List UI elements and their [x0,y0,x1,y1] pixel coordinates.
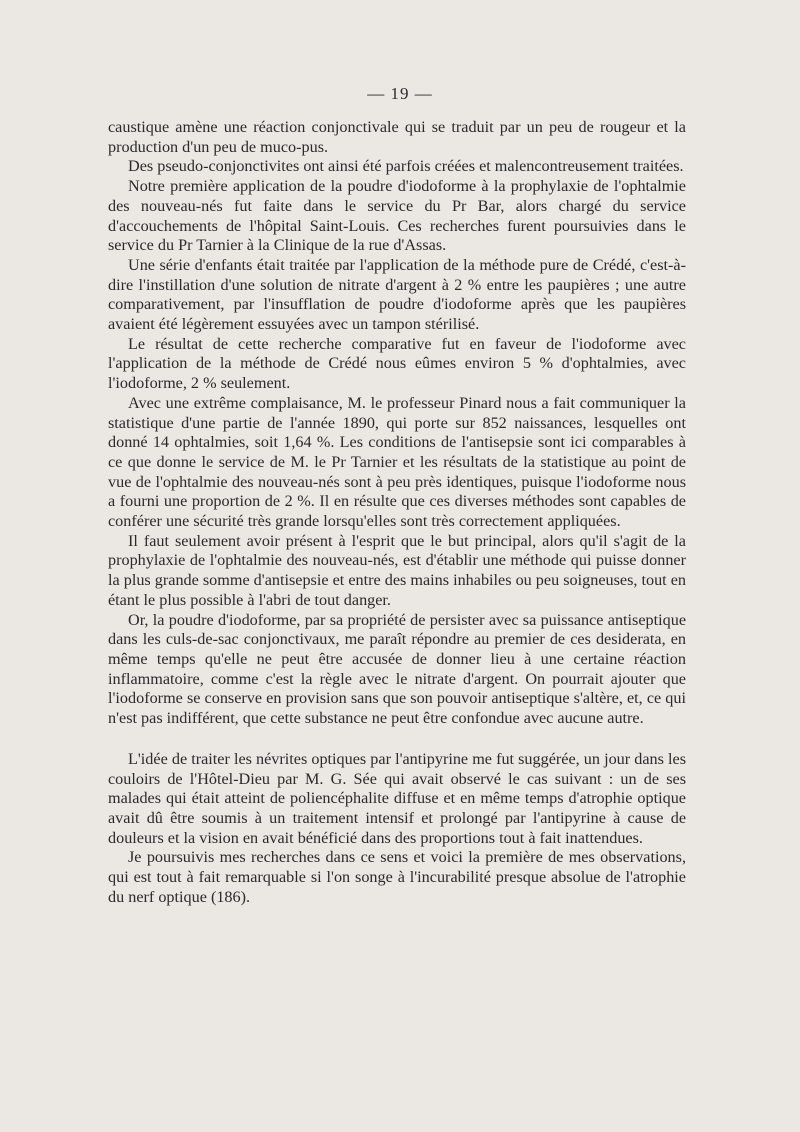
section-break [108,729,686,750]
paragraph: caustique amène une réaction conjonctivale qui se traduit par un peu de rougeur et la production d'un peu de muco-pus. [108,118,686,156]
paragraph: L'idée de traiter les névrites optiques par l'antipyrine me fut suggérée, un jour dans les couloirs de l'Hôtel-Dieu par M. G. Sée qui avait observé le cas suivant : un de ses malades qui était atteint de poliencéphalite diffuse et en même temps d'atrophie optique avait dû être soumis à un traitement intensif et prolongé par l'antipyrine à cause de douleurs et la vision en avait bénéficié dans des proportions tout à fait inattendues. [108,749,686,847]
paragraph: Avec une extrême complaisance, M. le professeur Pinard nous a fait communiquer la statistique d'une partie de l'année 1890, qui porte sur 852 naissances, lesquelles ont donné 14 ophtalmies, soit 1,64 %. Les conditions de l'antisepsie sont ici comparables à ce que donne le service de M. le Pr Tarnier et les résultats de la statistique au point de vue de l'ophtalmie des nouveau-nés sont à peu près identiques, puisque l'iodoforme nous a fourni une proportion de 2 %. Il en résulte que ces diverses méthodes sont capables de conférer une sécurité très grande lorsqu'elles sont très correctement appliquées. [108,393,686,531]
page-number: — 19 — [367,84,433,103]
paragraph: Je poursuivis mes recherches dans ce sens et voici la première de mes observations, qui est tout à fait remarquable si l'on songe à l'incurabilité presque absolue de l'atrophie du nerf optique (186). [108,848,686,906]
body-text [108,118,686,907]
paragraph: Le résultat de cette recherche comparative fut en faveur de l'iodoforme avec l'application de la méthode de Crédé nous eûmes environ 5 % d'ophtalmies, avec l'iodoforme, 2 % seulement. [108,334,686,393]
paragraph: Or, la poudre d'iodoforme, par sa propriété de persister avec sa puissance antiseptique dans les culs-de-sac conjonctivaux, me paraît répondre au premier de ces desiderata, en même temps qu'elle ne peut être accusée de donner lieu à une certaine réaction inflammatoire, comme c'est la règle avec le nitrate d'argent. On pourrait ajouter que l'iodoforme se conserve en provision sans que son pouvoir antiseptique s'altère, et, ce qui n'est pas indifférent, que cette substance ne peut être confondue avec aucune autre. [108,610,686,728]
paragraph: Il faut seulement avoir présent à l'esprit que le but principal, alors qu'il s'agit de la prophylaxie de l'ophtalmie des nouveau-nés, est d'établir une méthode qui puisse donner la plus grande somme d'antisepsie et entre des mains inhabiles ou peu soigneuses, tout en étant le plus possible à l'abri de tout danger. [108,531,686,609]
paragraph: Une série d'enfants était traitée par l'application de la méthode pure de Crédé, c'est-à-dire l'instillation d'une solution de nitrate d'argent à 2 % entre les paupières ; une autre comparativement, par l'insufflation de poudre d'iodoforme après que les paupières avaient été légèrement essuyées avec un tampon stérilisé. [108,255,686,334]
paragraph: Notre première application de la poudre d'iodoforme à la prophylaxie de l'ophtalmie des nouveau-nés fut faite dans le service du Pr Bar, alors chargé du service d'accouchements de l'hôpital Saint-Louis. Ces recherches furent poursuivies dans le service du Pr Tarnier à la Clinique de la rue d'Assas. [108,177,686,255]
paragraph: Des pseudo-conjonctivites ont ainsi été parfois créées et malencontreusement traitées. [128,157,684,176]
